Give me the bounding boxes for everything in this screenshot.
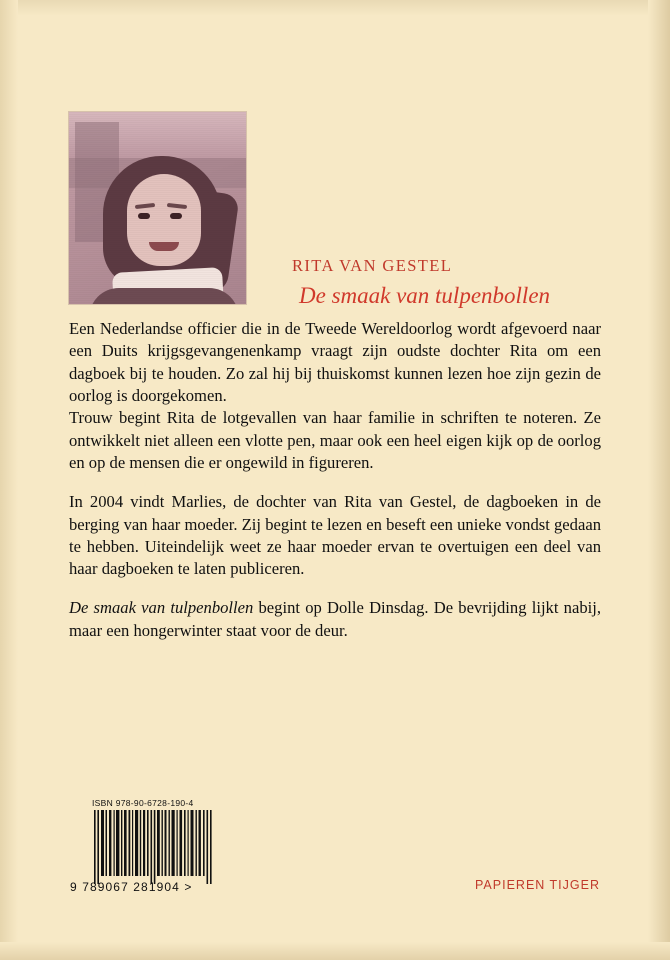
page-edge-left (0, 0, 18, 960)
isbn-label: ISBN 978-90-6728-190-4 (92, 798, 194, 808)
publisher-name: PAPIEREN TIJGER (475, 878, 600, 892)
blurb-paragraph-4 (69, 597, 601, 642)
barcode-bars (92, 810, 216, 884)
book-title: De smaak van tulpenbollen (299, 283, 551, 308)
blurb-title-mention: De smaak van tulpenbollen (69, 598, 254, 618)
barcode-digits: 9 789067 281904 > (70, 880, 193, 894)
back-cover-blurb (69, 318, 601, 642)
page-edge-top (0, 0, 670, 16)
author-name: RITA VAN GESTEL (292, 256, 453, 275)
barcode (92, 810, 216, 884)
page-edge-bottom (0, 942, 670, 960)
blurb-paragraph-3: In 2004 vindt Marlies, de dochter van Rita van Gestel, de dagboeken in de berging van haar moeder. Zij begint te lezen en beseft een unieke vondst gedaan te hebben. Uiteindelijk weet ze haar moeder ervan te overtuigen een deel van haar dagboeken te laten publiceren. (69, 492, 601, 579)
page-edge-right (648, 0, 670, 960)
photo-grain-overlay (69, 112, 246, 304)
author-portrait-photo (69, 112, 246, 304)
blurb-paragraph-4-rest: begint op Dolle Dinsdag. De bevrijding lijkt nabij, maar een hongerwinter staat voor de deur. (69, 598, 601, 640)
blurb-paragraph-1: Een Nederlandse officier die in de Tweede Wereldoorlog wordt afgevoerd naar een Duits krijgsgevangenenkamp vraagt zijn oudste dochter Rita om een dagboek bij te houden. Zo zal hij bij thuiskomst kunnen lezen hoe zijn gezin de oorlog is doorgekomen. (69, 319, 601, 405)
blurb-paragraph-2: Trouw begint Rita de lotgevallen van haar familie in schriften te noteren. Ze ontwikkelt niet alleen een vlotte pen, maar ook een heel eigen kijk op de oorlog en op de mensen die er ongewild in figureren. (69, 408, 601, 472)
